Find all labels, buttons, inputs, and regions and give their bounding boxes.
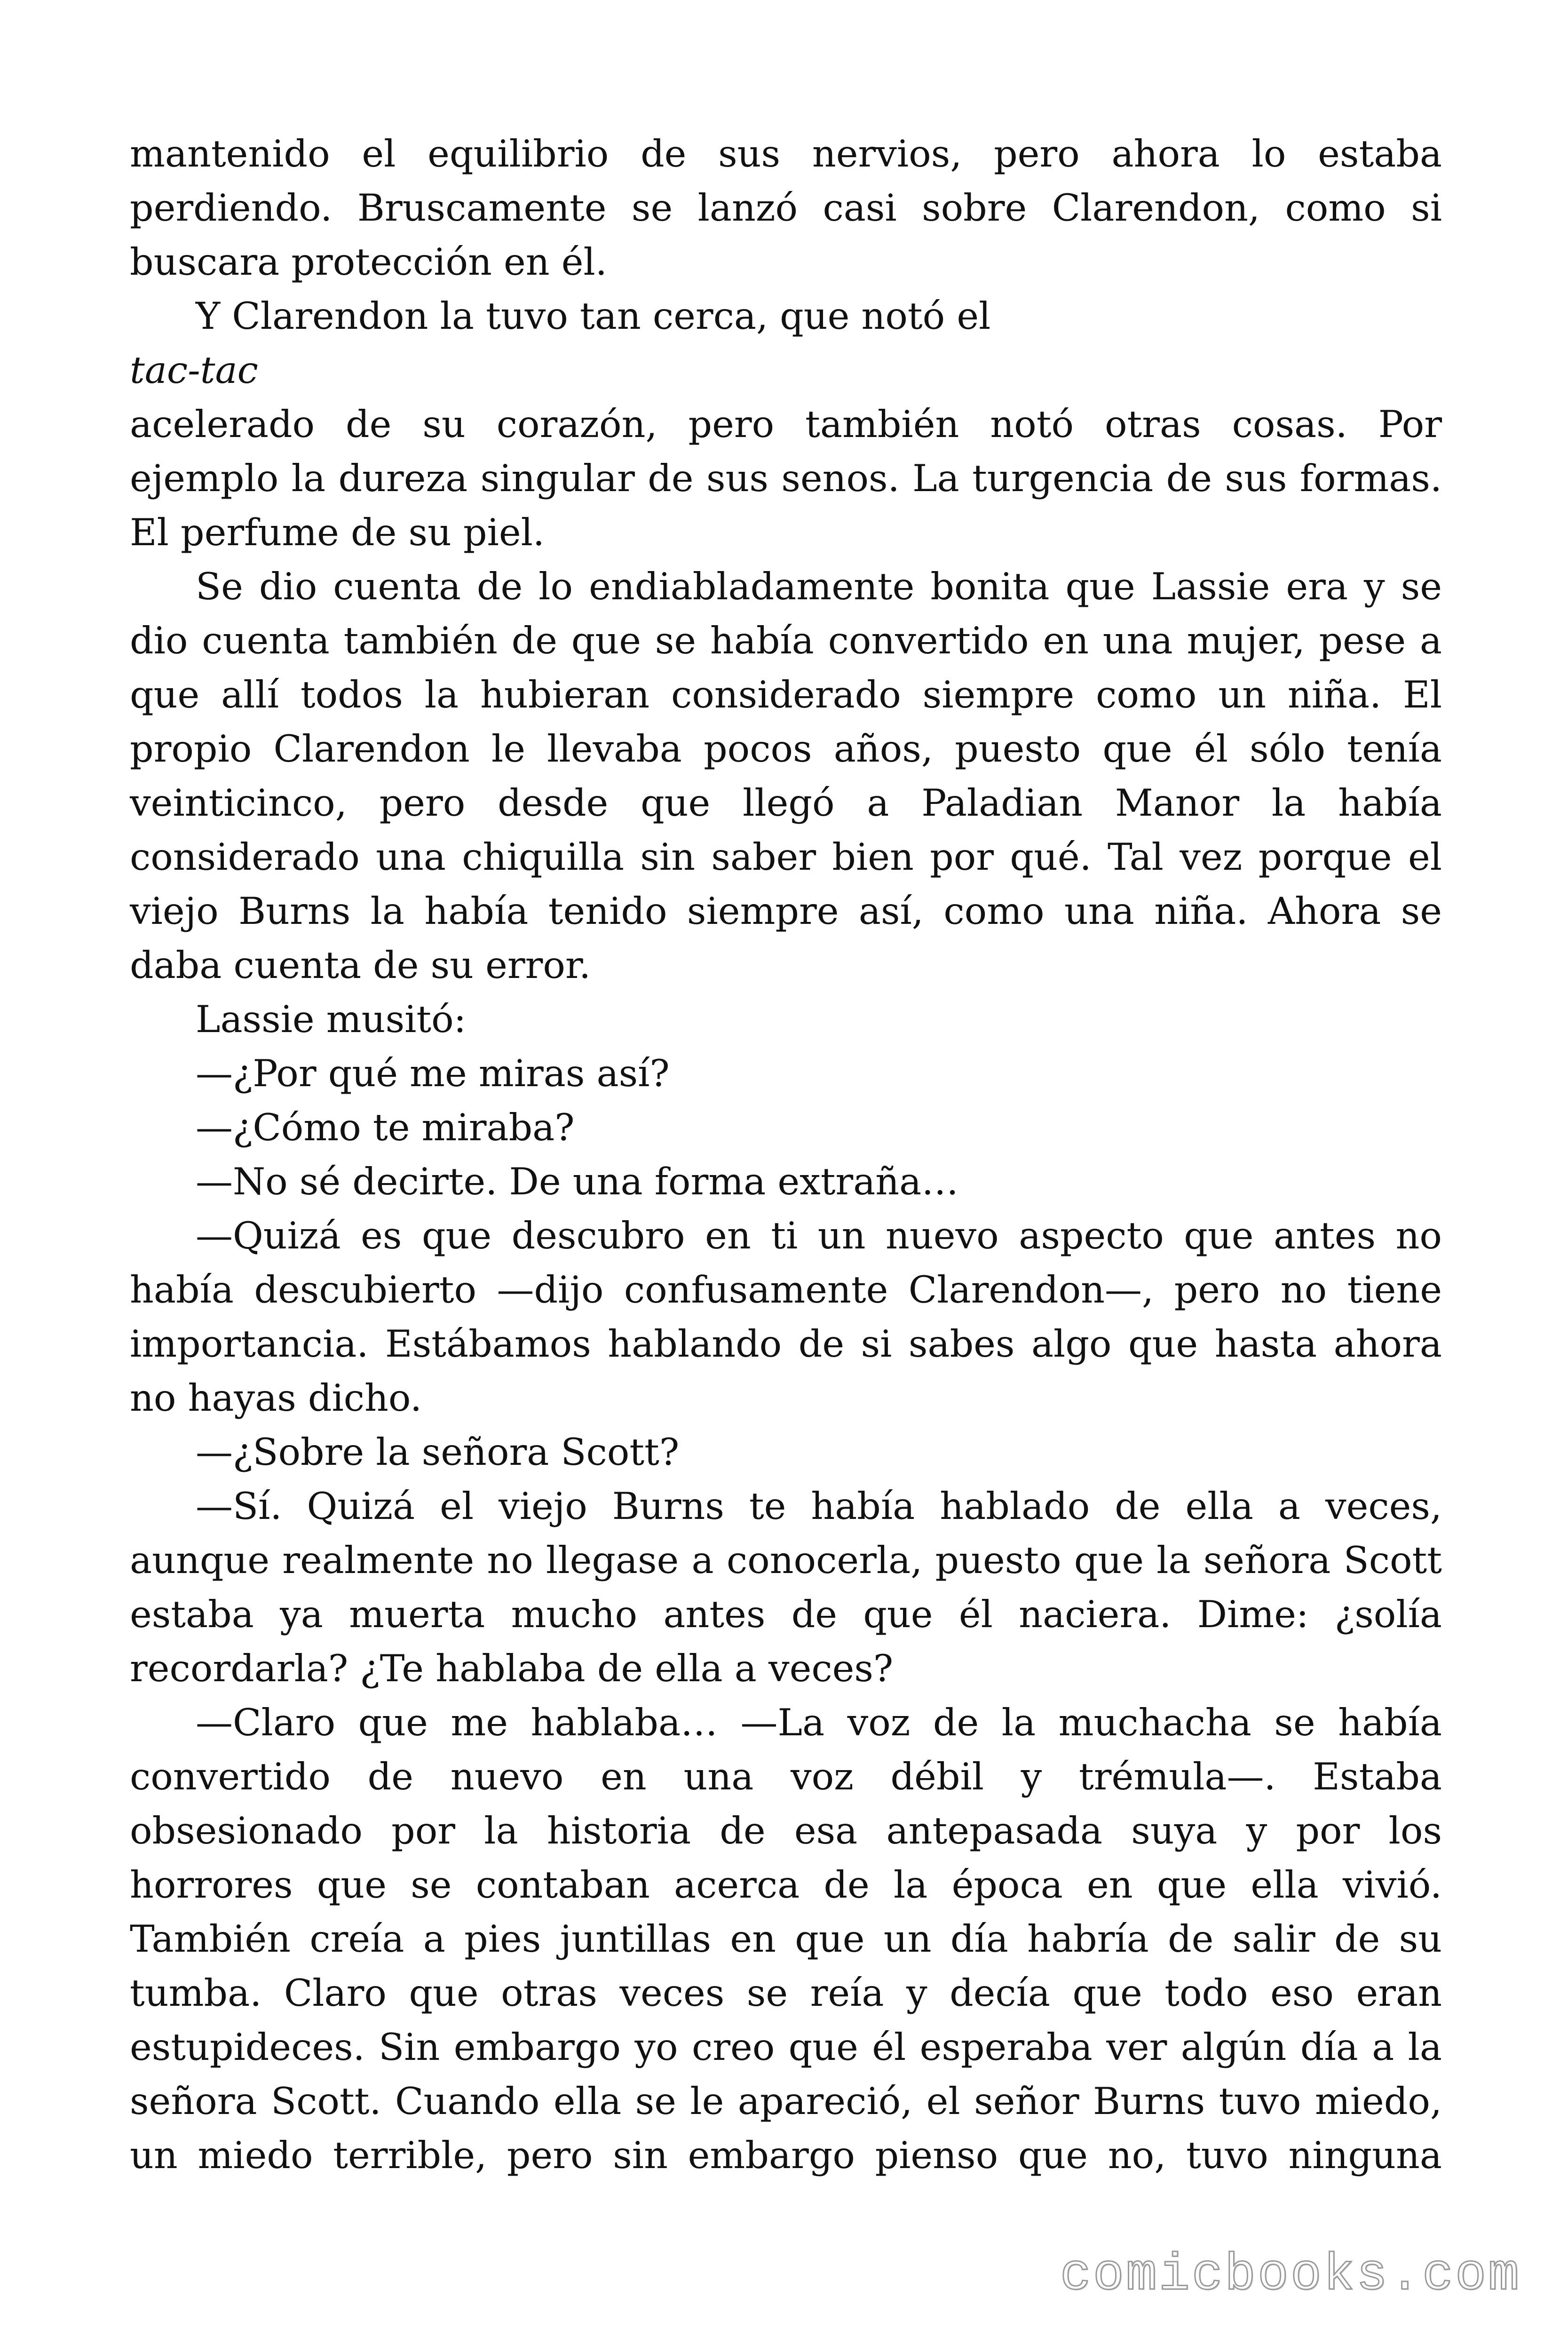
text-line: Lassie musitó:	[196, 998, 467, 1041]
text-line: También creía a pies juntillas en que un día habría de salir de su	[130, 1917, 1442, 1961]
watermark: comicbooks.com	[1060, 2246, 1521, 2305]
text-line: Se dio cuenta de lo endiabladamente bonita que Lassie era y se	[196, 565, 1442, 608]
text-line: estupideces. Sin embargo yo creo que él esperaba ver algún día a la	[130, 2026, 1442, 2069]
text-line: había descubierto —dijo confusamente Clarendon—, pero no tiene	[130, 1268, 1442, 1311]
text-line: aunque realmente no llegase a conocerla, puesto que la señora Scott	[130, 1539, 1442, 1582]
text-line: veinticinco, pero desde que llegó a Paladian Manor la había	[130, 781, 1442, 825]
text-line: importancia. Estábamos hablando de si sabes algo que hasta ahora	[130, 1322, 1442, 1366]
text-line: —Quizá es que descubro en ti un nuevo aspecto que antes no	[196, 1214, 1442, 1257]
page-body	[130, 127, 1442, 2183]
text-line: que allí todos la hubieran considerado siempre como un niña. El	[130, 673, 1442, 716]
text-line: obsesionado por la historia de esa antepasada suya y por los	[130, 1809, 1442, 1852]
text-line: horrores que se contaban acerca de la época en que ella vivió.	[130, 1863, 1442, 1907]
text-line: señora Scott. Cuando ella se le apareció, el señor Burns tuvo miedo,	[130, 2080, 1442, 2123]
text-line: Y Clarendon la tuvo tan cerca, que notó el	[196, 294, 991, 338]
text-line: tac-tac	[130, 349, 258, 392]
text-line: considerado una chiquilla sin saber bien por qué. Tal vez porque el	[130, 835, 1442, 879]
text-line: —¿Sobre la señora Scott?	[196, 1430, 680, 1474]
text-line: propio Clarendon le llevaba pocos años, puesto que él sólo tenía	[130, 727, 1442, 771]
text-line: acelerado de su corazón, pero también notó otras cosas. Por	[130, 403, 1442, 446]
text-line: —Claro que me hablaba… —La voz de la muchacha se había	[196, 1701, 1442, 1744]
text-line: convertido de nuevo en una voz débil y trémula—. Estaba	[130, 1755, 1442, 1798]
text-line: no hayas dicho.	[130, 1376, 422, 1420]
text-line: viejo Burns la había tenido siempre así, como una niña. Ahora se	[130, 890, 1442, 933]
text-line: —Sí. Quizá el viejo Burns te había hablado de ella a veces,	[196, 1485, 1442, 1528]
text-line: El perfume de su piel.	[130, 511, 545, 554]
text-line: —No sé decirte. De una forma extraña…	[196, 1160, 959, 1203]
text-line: dio cuenta también de que se había convertido en una mujer, pese a	[130, 619, 1442, 662]
text-line: un miedo terrible, pero sin embargo pienso que no, tuvo ninguna	[130, 2134, 1442, 2177]
text-line: estaba ya muerta mucho antes de que él naciera. Dime: ¿solía	[130, 1593, 1442, 1636]
text-line: tumba. Claro que otras veces se reía y decía que todo eso eran	[130, 1971, 1442, 2015]
text-line: recordarla? ¿Te hablaba de ella a veces?	[130, 1647, 894, 1690]
text-line: ejemplo la dureza singular de sus senos. La turgencia de sus formas.	[130, 457, 1442, 500]
text-line: buscara protección en él.	[130, 240, 607, 284]
text-line: —¿Cómo te miraba?	[196, 1106, 575, 1149]
text-line: daba cuenta de su error.	[130, 944, 591, 987]
text-line: perdiendo. Bruscamente se lanzó casi sobre Clarendon, como si	[130, 186, 1442, 230]
text-line: —¿Por qué me miras así?	[196, 1052, 670, 1095]
text-line: mantenido el equilibrio de sus nervios, pero ahora lo estaba	[130, 132, 1442, 175]
